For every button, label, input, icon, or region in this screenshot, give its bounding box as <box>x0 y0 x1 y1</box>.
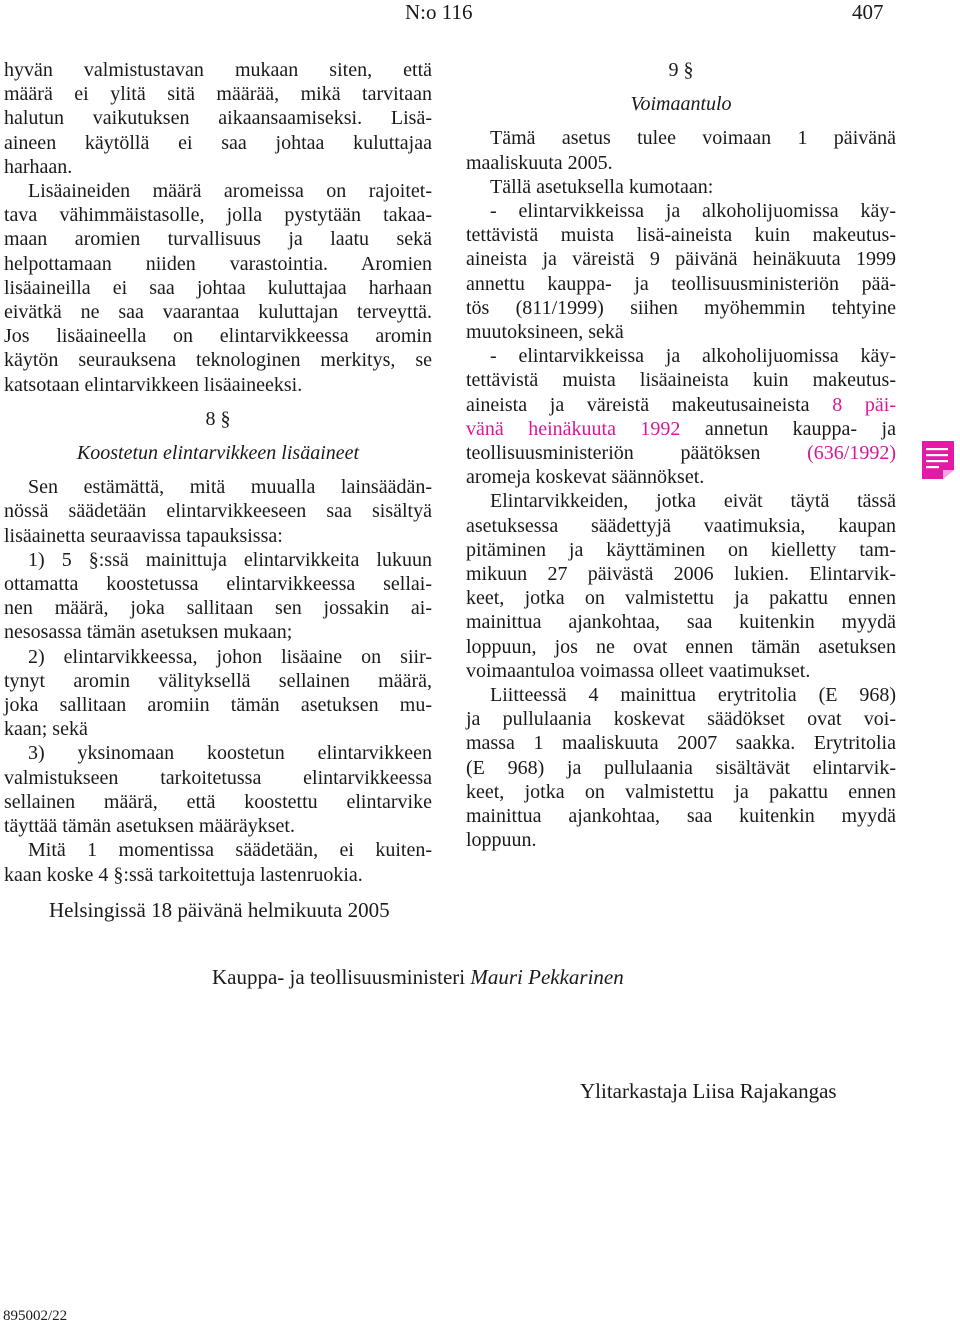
text-line: tava vähimmäistasolle, jolla pystytään takaa- <box>4 204 432 227</box>
minister-name: Mauri Pekkarinen <box>470 965 624 989</box>
text-line: Tällä asetuksella kumotaan: <box>490 175 714 198</box>
text-line: määrä ei ylitä sitä määrää, mikä tarvitaan <box>4 83 432 106</box>
section-title: Voimaantulo <box>630 93 732 116</box>
minister-title: Kauppa- ja teollisuusministeri <box>212 965 466 989</box>
text-line: Sen estämättä, mitä muualla lainsäädän- <box>28 476 432 499</box>
text-line: joka sallitaan aromiin tämän asetuksen mu- <box>4 694 432 717</box>
inspector-signature: Ylitarkastaja Liisa Rajakangas <box>580 1079 837 1103</box>
text-line: Jos lisäaineella on elintarvikkeessa aromin <box>4 325 432 348</box>
text-line: hyvän valmistustavan mukaan siten, että <box>4 59 432 81</box>
text-line: asetuksessa säädettyjä vaatimuksia, kaupan <box>466 514 896 537</box>
text-line: Tämä asetus tulee voimaan 1 päivänä <box>490 127 896 150</box>
text-line: loppuun. <box>466 829 537 852</box>
text-line: Liitteessä 4 mainittua erytritolia (E 968) <box>490 684 896 707</box>
text-line: helpottamaan niiden varastointia. Aromien <box>4 252 432 275</box>
text-span: annetun kauppa- ja <box>704 417 896 440</box>
text-line: nen määrä, joka sallitaan sen jossakin ai- <box>4 597 432 620</box>
text-line: halutun vaikutuksen aikaansaamiseksi. Lisä- <box>4 107 432 130</box>
text-line: kaan; sekä <box>4 718 88 741</box>
text-line: tettävistä muista lisäaineista kuin makeutus- <box>466 369 896 392</box>
page-number: 407 <box>852 0 884 24</box>
text-line: käytön seurauksena teknologinen merkitys, se <box>4 349 432 372</box>
text-line-with-link <box>466 417 896 441</box>
right-column <box>466 58 896 853</box>
text-line: voimaantuloa voimassa olleet vaatimukset. <box>466 659 811 682</box>
text-line: nössä säädetään elintarvikkeeseen saa sisältyä <box>4 500 432 523</box>
text-line: (E 968) ja pullulaania sisältävät elintarvik- <box>466 756 896 779</box>
text-line: aineen käytöllä ei saa johtaa kuluttajaa <box>4 131 432 154</box>
place-and-date: Helsingissä 18 päivänä helmikuuta 2005 <box>49 898 390 922</box>
text-line: sellainen määrä, että koostettu elintarvike <box>4 790 432 813</box>
text-line: aromeja koskevat säännökset. <box>466 466 705 489</box>
text-line: mainittua ajankohtaa, saa kuitenkin myydä <box>466 805 896 828</box>
text-line: Elintarvikkeiden, jotka eivät täytä tässä <box>490 490 896 513</box>
section-number: 9 § <box>668 59 694 81</box>
text-line: massa 1 maaliskuuta 2007 saakka. Erytritolia <box>466 732 896 755</box>
text-line: mikuun 27 päivästä 2006 lukien. Elintarvik- <box>466 563 896 586</box>
text-line: Mitä 1 momentissa säädetään, ei kuiten- <box>28 839 432 862</box>
section-number: 8 § <box>205 407 231 430</box>
text-line: 2) elintarvikkeessa, johon lisäaine on siir- <box>28 645 432 668</box>
text-line: tös (811/1999) siihen myöhemmin tehtyine <box>466 296 896 319</box>
text-span: teollisuusministeriön päätöksen <box>466 442 761 465</box>
text-line: muutoksineen, sekä <box>466 321 624 344</box>
text-line: - elintarvikkeissa ja alkoholijuomissa käy- <box>490 200 896 223</box>
text-line: 1) 5 §:ssä mainittuja elintarvikkeita lukuun <box>28 548 432 571</box>
text-line: 3) yksinomaan koostetun elintarvikkeen <box>28 742 432 765</box>
text-line: tettävistä muista lisä-aineista kuin makeutus- <box>466 224 896 247</box>
text-line: keet, jotka on valmistettu ja pakattu ennen <box>466 587 896 610</box>
section-title: Koostetun elintarvikkeen lisäaineet <box>76 442 360 465</box>
text-line: Lisäaineiden määrä aromeissa on rajoitet- <box>28 180 432 203</box>
footer-code: 895002/22 <box>3 1308 68 1324</box>
text-line: ja pullulaania koskevat säädökset ovat voi- <box>466 708 896 731</box>
issue-number: N:o 116 <box>405 0 473 24</box>
document-note-icon <box>921 440 955 480</box>
text-line: lisäaineilla ei saa johtaa kuluttajaa harhaan <box>4 276 432 299</box>
text-span: aineista ja väreistä makeutusaineista <box>466 393 810 416</box>
text-line: täyttää tämän asetuksen määräykset. <box>4 815 295 838</box>
left-column <box>4 58 432 887</box>
date-link[interactable]: 8 päi- <box>832 393 897 416</box>
text-line: pitäminen ja käyttäminen on kielletty tam- <box>466 538 896 561</box>
minister-signature <box>212 965 624 990</box>
text-line: eivätkä ne saa vaarantaa kuluttajan terveyttä. <box>4 301 432 324</box>
text-line-with-link <box>466 441 896 465</box>
text-line: maaliskuuta 2005. <box>466 151 613 174</box>
text-line: maan aromien turvallisuus ja laatu sekä <box>4 228 432 251</box>
text-line: mainittua ajankohtaa, saa kuitenkin myydä <box>466 611 896 634</box>
text-line: kaan koske 4 §:ssä tarkoitettuja lastenruokia. <box>4 863 363 886</box>
text-line: aineista ja väreistä 9 päivänä heinäkuuta 1999 <box>466 248 896 271</box>
statute-link[interactable]: (636/1992) <box>807 442 897 465</box>
text-line: ottamatta koostetussa elintarvikkeessa sellai- <box>4 573 432 596</box>
text-line: lisäainetta seuraavissa tapauksissa: <box>4 524 283 547</box>
text-line: valmistukseen tarkoitetussa elintarvikkeessa <box>4 766 432 789</box>
text-line: katsotaan elintarvikkeen lisäaineeksi. <box>4 373 303 396</box>
text-line: harhaan. <box>4 155 73 178</box>
text-line: keet, jotka on valmistettu ja pakattu ennen <box>466 780 896 803</box>
date-link[interactable]: vänä heinäkuuta 1992 <box>466 417 681 440</box>
text-line: loppuun, jos ne ovat ennen tämän asetuksen <box>466 635 896 658</box>
text-line: tynyt aromin välityksellä sellainen määrä, <box>4 669 432 692</box>
text-line: nesosassa tämän asetuksen mukaan; <box>4 621 293 644</box>
text-line: annettu kauppa- ja teollisuusministeriön pää- <box>466 272 896 295</box>
document-note-icon[interactable] <box>921 440 955 480</box>
text-line: - elintarvikkeissa ja alkoholijuomissa käy- <box>490 345 896 368</box>
text-line-with-link <box>466 393 896 417</box>
